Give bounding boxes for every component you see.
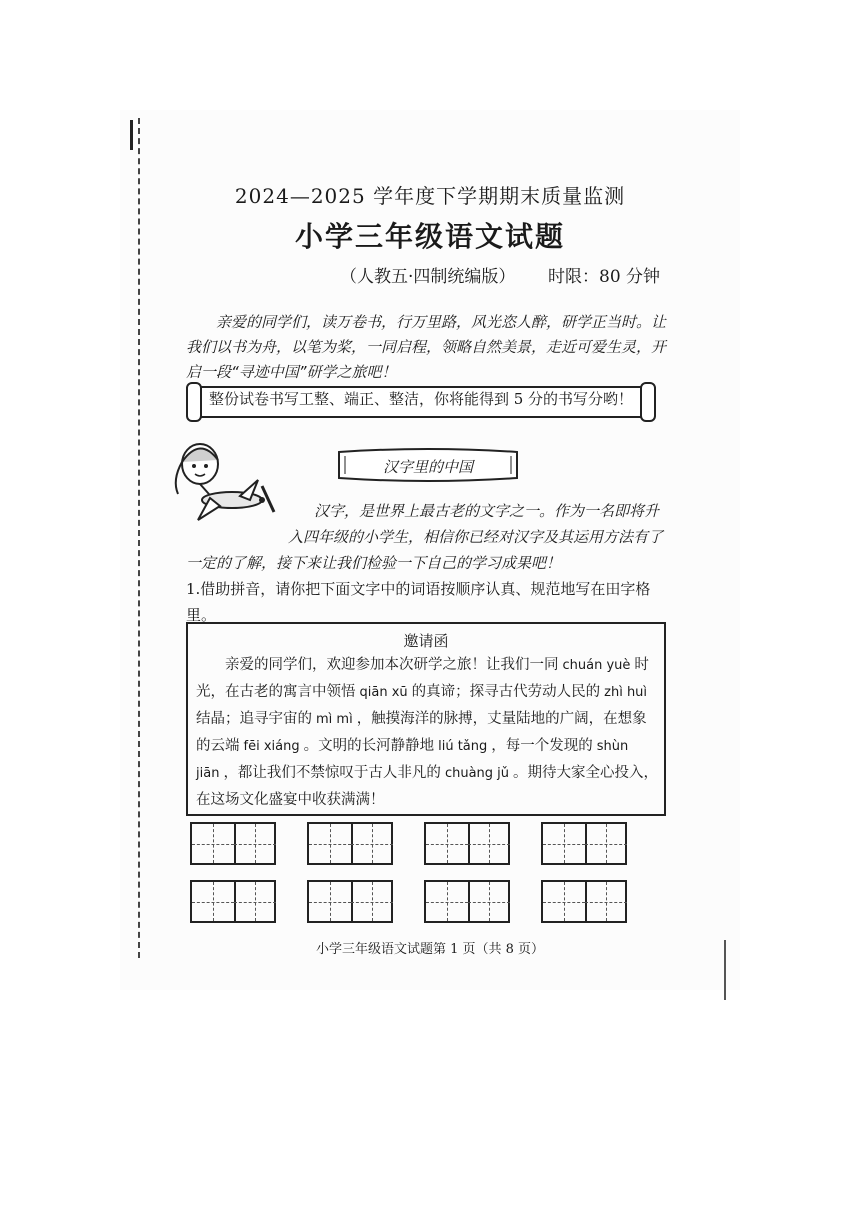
pinyin-6: liú tǎng: [438, 739, 488, 754]
invitation-text: 亲爱的同学们，欢迎参加本次研学之旅！让我们一同: [225, 657, 559, 673]
grid-cell[interactable]: [192, 824, 236, 863]
grid-cell[interactable]: [543, 882, 587, 921]
pinyin-4: mì mì: [316, 712, 353, 727]
banner-text: 整份试卷书写工整、端正、整洁，你将能得到 5 分的书写分哟！: [208, 390, 634, 408]
girl-airplane-illustration: [170, 440, 280, 532]
grid-cell[interactable]: [468, 824, 510, 863]
grid-cell[interactable]: [309, 882, 353, 921]
tianzige-grid-1[interactable]: [190, 822, 276, 865]
edition-label: （人教五·四制统编版）: [340, 267, 516, 287]
tianzige-grid-5[interactable]: [190, 880, 276, 923]
grid-cell[interactable]: [309, 824, 353, 863]
grid-cell[interactable]: [234, 882, 276, 921]
invitation-text: 。期待大家全心投入，在这场文化盛宴中收获满满！: [196, 765, 659, 808]
tianzige-grid-4[interactable]: [541, 822, 627, 865]
pinyin-2: qiān xū: [359, 685, 408, 700]
intro-paragraph: 亲爱的同学们，读万卷书，行万里路，风光恣人醉，研学正当时。让我们以书为舟，以笔为桨，一同启程，领略自然美景，走近可爱生灵，开启一段“寻迹中国”研学之旅吧！: [186, 313, 667, 381]
exam-year-title: 2024—2025 学年度下学期期末质量监测: [234, 184, 626, 208]
pinyin-3: zhì huì: [604, 685, 648, 700]
section-para-line-1: 汉字，是世界上最古老的文字之一。作为一名即将升: [314, 502, 660, 520]
section-title: 汉字里的中国: [382, 458, 473, 476]
tianzige-grid-2[interactable]: [307, 822, 393, 865]
invitation-text: ，每一个发现的: [491, 738, 593, 754]
grid-cell[interactable]: [234, 824, 276, 863]
handwriting-banner: [186, 382, 656, 422]
pinyin-8: chuàng jǔ: [444, 766, 510, 781]
invitation-body: [196, 652, 658, 813]
invitation-text: 结晶；追寻宇宙的: [196, 711, 312, 727]
grid-cell[interactable]: [543, 824, 587, 863]
grid-cell[interactable]: [351, 824, 393, 863]
grid-cell[interactable]: [351, 882, 393, 921]
grid-cell[interactable]: [585, 882, 627, 921]
invitation-text: ，都让我们不禁惊叹于古人非凡的: [223, 765, 441, 781]
section-title-tag: [335, 448, 521, 482]
grid-cell[interactable]: [192, 882, 236, 921]
tianzige-grid-3[interactable]: [424, 822, 510, 865]
section-para-line-2: 入四年级的小学生，相信你已经对汉字及其运用方法有了: [288, 528, 664, 546]
invitation-title: 邀请函: [403, 632, 449, 650]
pinyin-5: fēi xiáng: [243, 739, 300, 754]
exam-main-title: 小学三年级语文试题: [294, 220, 565, 253]
invitation-text: ，触摸海洋的脉搏，丈量陆地的广阔，在想象的云端: [196, 711, 647, 754]
invitation-letter-box: [186, 622, 666, 816]
invitation-text: 。文明的长河静静地: [303, 738, 435, 754]
grid-cell[interactable]: [468, 882, 510, 921]
invitation-text: 的真谛；探寻古代劳动人民的: [411, 684, 601, 700]
tianzige-grid-7[interactable]: [424, 880, 510, 923]
tianzige-grid-8[interactable]: [541, 880, 627, 923]
grid-cell[interactable]: [426, 824, 470, 863]
page-footer: 小学三年级语文试题第 1 页（共 8 页）: [315, 942, 545, 957]
time-limit-label: 时限：80 分钟: [548, 267, 661, 287]
grid-cell[interactable]: [426, 882, 470, 921]
question-1-prompt: 1.借助拼音，请你把下面文字中的词语按顺序认真、规范地写在田字格里。: [186, 580, 651, 624]
section-para-line-3: 一定的了解，接下来让我们检验一下自己的学习成果吧！: [186, 554, 562, 572]
tianzige-grid-6[interactable]: [307, 880, 393, 923]
pinyin-1: chuán yuè: [562, 658, 631, 673]
binding-mark: [130, 120, 133, 150]
invitation-text: 时光，在古老的寓言中领悟: [196, 657, 649, 700]
grid-cell[interactable]: [585, 824, 627, 863]
pinyin-7: shùn jiān: [196, 739, 629, 781]
